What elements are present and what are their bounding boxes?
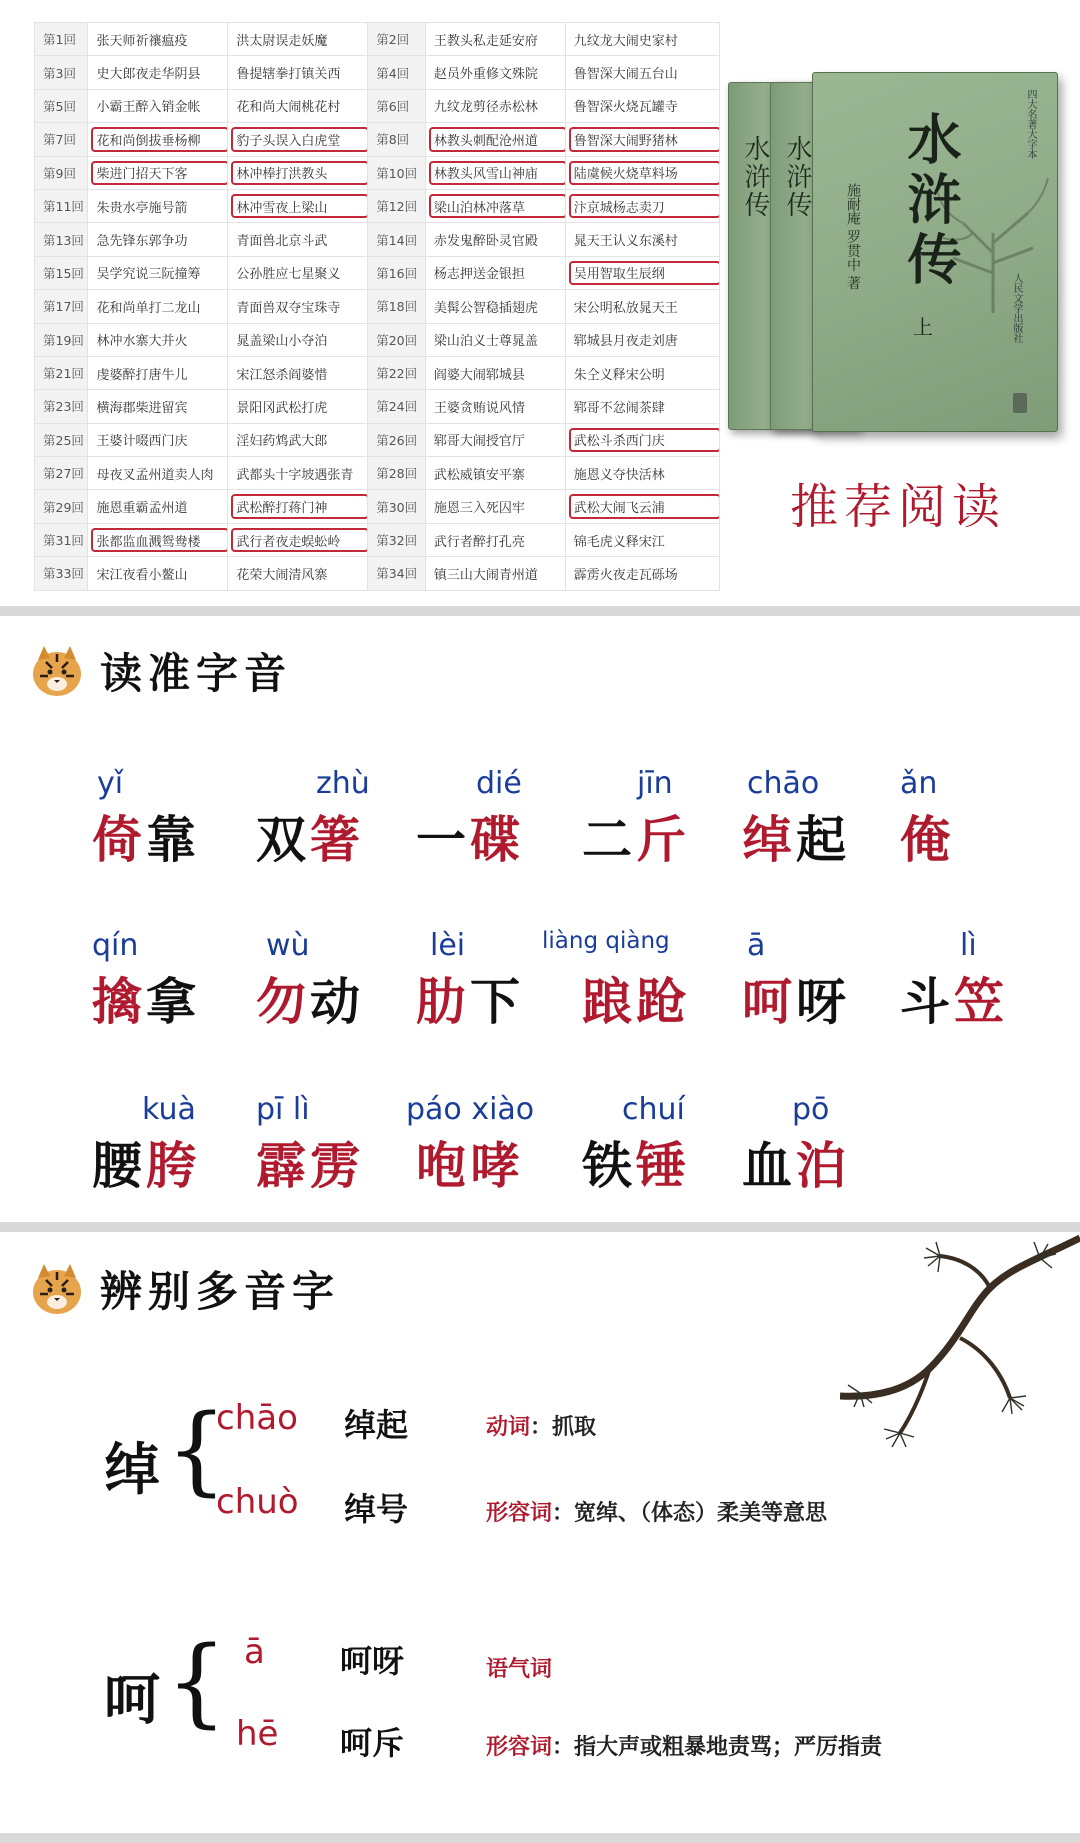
reading-pinyin: chuò — [216, 1482, 299, 1522]
section-title: 辨别多音字 — [100, 1267, 341, 1316]
chapter-title: 宋江夜看小鳌山 — [88, 557, 228, 590]
pinyin-label: dié — [476, 766, 522, 801]
pinyin-label: ǎn — [900, 766, 938, 801]
target-char: 哮 — [470, 1136, 524, 1195]
chapter-title: 花和尚大闹桃花村 — [228, 89, 368, 122]
chapter-number: 第28回 — [368, 457, 426, 490]
chapter-title: 美髯公智稳插翅虎 — [425, 290, 565, 323]
target-char: 雳 — [310, 1136, 364, 1195]
chapter-number: 第30回 — [368, 490, 426, 523]
chapter-row — [35, 423, 720, 456]
target-char: 胯 — [146, 1136, 200, 1195]
context-char: 下 — [470, 972, 524, 1031]
chapter-title: 武松大闹飞云浦 — [565, 490, 719, 523]
polyphonic-char: 呵 — [104, 1667, 160, 1733]
chapter-title: 小霸王醉入销金帐 — [88, 89, 228, 122]
chapter-number: 第5回 — [35, 89, 88, 122]
book-series: 四大名著大字本 — [1025, 89, 1036, 159]
chapter-row — [35, 223, 720, 256]
chapter-title: 横海郡柴进留宾 — [88, 390, 228, 423]
chapter-title: 虔婆醉打唐牛儿 — [88, 356, 228, 389]
chapter-row — [35, 189, 720, 222]
book-publisher: 人民文学出版社 — [1011, 273, 1022, 343]
chapter-row — [35, 323, 720, 356]
target-char: 霹 — [256, 1136, 310, 1195]
target-char: 泊 — [796, 1136, 850, 1195]
context-char: 二 — [582, 810, 636, 869]
vocab-word — [92, 800, 200, 872]
chapter-title: 武行者夜走蜈蚣岭 — [228, 523, 368, 556]
chapter-title: 阎婆大闹郓城县 — [425, 356, 565, 389]
chapter-title: 郓哥不忿闹茶肆 — [565, 390, 719, 423]
chapter-row — [35, 89, 720, 122]
chapter-title: 梁山泊林冲落草 — [425, 189, 565, 222]
pinyin-label: liàng qiàng — [542, 928, 670, 954]
chapter-number: 第29回 — [35, 490, 88, 523]
chapter-title: 九纹龙大闹史家村 — [565, 23, 719, 56]
pinyin-label: yǐ — [97, 766, 124, 801]
chapter-title: 洪太尉误走妖魔 — [228, 23, 368, 56]
chapter-number: 第8回 — [368, 123, 426, 156]
target-char: 咆 — [416, 1136, 470, 1195]
vocab-word — [742, 962, 850, 1034]
brace-icon: { — [166, 1626, 228, 1738]
vocab-word — [416, 962, 524, 1034]
section-header-pronunciation — [26, 640, 292, 702]
brace-icon: { — [166, 1394, 228, 1506]
pinyin-label: lì — [960, 928, 977, 963]
reading-definition: 动词：抓取 — [486, 1414, 597, 1440]
target-char: 锤 — [636, 1136, 690, 1195]
chapter-list-section — [0, 0, 1080, 606]
chapter-title: 九纹龙剪径赤松林 — [425, 89, 565, 122]
chapter-title: 朱仝义释宋公明 — [565, 356, 719, 389]
book-volume: 上 — [913, 315, 933, 339]
chapter-title: 林冲棒打洪教头 — [228, 156, 368, 189]
chapter-number: 第26回 — [368, 423, 426, 456]
pinyin-label: zhù — [316, 766, 370, 801]
chapter-title: 吴用智取生辰纲 — [565, 256, 719, 289]
pinyin-label: pō — [792, 1092, 830, 1127]
example-word: 呵斥 — [340, 1724, 405, 1762]
chapter-title: 郓城县月夜走刘唐 — [565, 323, 719, 356]
book-cover-image — [728, 72, 1080, 452]
vocab-word — [92, 962, 200, 1034]
vocab-word — [256, 1126, 364, 1198]
reading-pinyin: chāo — [216, 1398, 298, 1438]
chapter-number: 第33回 — [35, 557, 88, 590]
pinyin-label: lèi — [430, 928, 466, 963]
context-char: 起 — [796, 810, 850, 869]
recommend-reading-label: 推荐阅读 — [790, 479, 1007, 535]
pinyin-label: kuà — [142, 1092, 196, 1127]
chapter-title: 王教头私走延安府 — [425, 23, 565, 56]
chapter-number: 第20回 — [368, 323, 426, 356]
chapter-title: 武松斗杀西门庆 — [565, 423, 719, 456]
chapter-row — [35, 390, 720, 423]
pine-branch-illustration — [840, 1228, 1080, 1458]
example-word: 呵呀 — [340, 1642, 405, 1680]
target-char: 踉 — [582, 972, 636, 1031]
chapter-title: 王婆计啜西门庆 — [88, 423, 228, 456]
target-char: 斤 — [636, 810, 690, 869]
section-title: 读准字音 — [100, 649, 293, 698]
reading-definition: 语气词 — [486, 1656, 553, 1682]
example-word: 绰号 — [344, 1490, 409, 1528]
context-char: 拿 — [146, 972, 200, 1031]
chapter-number: 第23回 — [35, 390, 88, 423]
chapter-title: 霹雳火夜走瓦砾场 — [565, 557, 719, 590]
target-char: 勿 — [256, 972, 310, 1031]
chapter-title: 梁山泊义士尊晁盖 — [425, 323, 565, 356]
vocab-word — [582, 962, 690, 1034]
chapter-number: 第14回 — [368, 223, 426, 256]
chapter-title: 施恩重霸孟州道 — [88, 490, 228, 523]
publisher-seal — [1013, 393, 1027, 413]
chapter-title: 施恩义夺快活林 — [565, 457, 719, 490]
chapter-title: 郓哥大闹授官厅 — [425, 423, 565, 456]
chapter-row — [35, 557, 720, 590]
vocab-word — [256, 962, 364, 1034]
tiger-icon — [26, 1258, 88, 1320]
vocab-word — [742, 1126, 850, 1198]
chapter-title: 锦毛虎义释宋江 — [565, 523, 719, 556]
chapter-number: 第16回 — [368, 256, 426, 289]
vocab-word — [416, 1126, 524, 1198]
chapter-title: 武松醉打蒋门神 — [228, 490, 368, 523]
chapter-title: 晁盖梁山小夺泊 — [228, 323, 368, 356]
chapter-title: 汴京城杨志卖刀 — [565, 189, 719, 222]
chapter-title: 鲁智深火烧瓦罐寺 — [565, 89, 719, 122]
chapter-row — [35, 523, 720, 556]
section-divider — [0, 606, 1080, 616]
chapter-title: 林冲雪夜上梁山 — [228, 189, 368, 222]
chapter-title: 花和尚倒拔垂杨柳 — [88, 123, 228, 156]
chapter-title: 朱贵水亭施号箭 — [88, 189, 228, 222]
chapter-title: 张都监血溅鸳鸯楼 — [88, 523, 228, 556]
pinyin-label: chāo — [747, 766, 820, 801]
chapter-title: 鲁智深大闹野猪林 — [565, 123, 719, 156]
chapter-title: 武行者醉打孔亮 — [425, 523, 565, 556]
chapter-title: 青面兽双夺宝珠寺 — [228, 290, 368, 323]
chapter-title: 青面兽北京斗武 — [228, 223, 368, 256]
context-char: 血 — [742, 1136, 796, 1195]
chapter-title: 林教头刺配沧州道 — [425, 123, 565, 156]
polyphonic-char: 绰 — [104, 1437, 160, 1503]
pinyin-label: chuí — [622, 1092, 685, 1127]
book-spine-1: 水浒传 — [728, 82, 818, 430]
chapter-number: 第18回 — [368, 290, 426, 323]
chapter-title: 淫妇药鸩武大郎 — [228, 423, 368, 456]
chapter-title: 鲁提辖拳打镇关西 — [228, 56, 368, 89]
book-author: 施耐庵 罗贯中 著 — [845, 183, 861, 290]
chapter-row — [35, 156, 720, 189]
chapter-title: 宋江怒杀阎婆惜 — [228, 356, 368, 389]
context-char: 靠 — [146, 810, 200, 869]
chapter-row — [35, 256, 720, 289]
book-title: 水浒传 — [899, 111, 963, 291]
chapter-title: 林冲水寨大并火 — [88, 323, 228, 356]
chapter-number: 第24回 — [368, 390, 426, 423]
chapter-number: 第25回 — [35, 423, 88, 456]
target-char: 呵 — [742, 972, 796, 1031]
chapter-title: 王婆贪贿说风情 — [425, 390, 565, 423]
chapter-number: 第17回 — [35, 290, 88, 323]
chapter-number: 第34回 — [368, 557, 426, 590]
chapter-title: 公孙胜应七星聚义 — [228, 256, 368, 289]
chapter-title: 晁天王认义东溪村 — [565, 223, 719, 256]
target-char: 擒 — [92, 972, 146, 1031]
chapter-title: 景阳冈武松打虎 — [228, 390, 368, 423]
chapter-number: 第12回 — [368, 189, 426, 222]
pinyin-label: jīn — [637, 766, 673, 801]
target-char: 俺 — [900, 810, 954, 869]
pinyin-label: pī lì — [256, 1092, 310, 1127]
example-word: 绰起 — [344, 1406, 409, 1444]
chapter-title: 赤发鬼醉卧灵官殿 — [425, 223, 565, 256]
reading-definition: 形容词：宽绰、（体态）柔美等意思 — [486, 1500, 828, 1526]
vocab-word — [256, 800, 364, 872]
context-char: 一 — [416, 810, 470, 869]
target-char: 笠 — [954, 972, 1008, 1031]
chapter-number: 第10回 — [368, 156, 426, 189]
chapter-number: 第19回 — [35, 323, 88, 356]
chapter-title: 母夜叉孟州道卖人肉 — [88, 457, 228, 490]
chapter-title: 鲁智深大闹五台山 — [565, 56, 719, 89]
pinyin-label: ā — [747, 928, 766, 963]
reading-pinyin: ā — [244, 1632, 265, 1672]
chapter-title: 张天师祈禳瘟疫 — [88, 23, 228, 56]
chapter-row — [35, 290, 720, 323]
chapter-number: 第6回 — [368, 89, 426, 122]
context-char: 动 — [310, 972, 364, 1031]
vocab-word — [900, 800, 954, 872]
chapter-title: 豹子头误入白虎堂 — [228, 123, 368, 156]
target-char: 箸 — [310, 810, 364, 869]
chapter-title: 吴学究说三阮撞筹 — [88, 256, 228, 289]
book-front-cover — [812, 72, 1058, 432]
section-header-polyphonic — [26, 1258, 340, 1320]
tiger-icon — [26, 640, 88, 702]
chapter-number: 第22回 — [368, 356, 426, 389]
chapter-row — [35, 123, 720, 156]
chapter-number: 第2回 — [368, 23, 426, 56]
chapter-title: 花荣大闹清风寨 — [228, 557, 368, 590]
target-char: 碟 — [470, 810, 524, 869]
chapter-title: 施恩三入死囚牢 — [425, 490, 565, 523]
target-char: 倚 — [92, 810, 146, 869]
chapter-title: 宋公明私放晁天王 — [565, 290, 719, 323]
chapter-title: 陆虞候火烧草料场 — [565, 156, 719, 189]
chapter-number: 第21回 — [35, 356, 88, 389]
chapter-number: 第31回 — [35, 523, 88, 556]
target-char: 肋 — [416, 972, 470, 1031]
vocab-word — [900, 962, 1008, 1034]
chapter-number: 第15回 — [35, 256, 88, 289]
vocab-word — [742, 800, 850, 872]
chapter-number: 第7回 — [35, 123, 88, 156]
context-char: 腰 — [92, 1136, 146, 1195]
context-char: 双 — [256, 810, 310, 869]
context-char: 斗 — [900, 972, 954, 1031]
section-divider — [0, 1833, 1080, 1843]
chapter-title: 林教头风雪山神庙 — [425, 156, 565, 189]
pinyin-label: wù — [266, 928, 310, 963]
vocab-word — [416, 800, 524, 872]
vocab-word — [582, 800, 690, 872]
chapter-title: 柴进门招天下客 — [88, 156, 228, 189]
context-char: 铁 — [582, 1136, 636, 1195]
chapter-row — [35, 56, 720, 89]
chapter-title: 急先锋东郭争功 — [88, 223, 228, 256]
chapter-title: 杨志押送金银担 — [425, 256, 565, 289]
reading-definition: 形容词：指大声或粗暴地责骂；严厉指责 — [486, 1734, 883, 1760]
vocab-word — [582, 1126, 690, 1198]
chapter-title: 史大郎夜走华阴县 — [88, 56, 228, 89]
chapter-row — [35, 457, 720, 490]
chapter-number: 第9回 — [35, 156, 88, 189]
chapter-number: 第32回 — [368, 523, 426, 556]
chapter-title: 武都头十字坡遇张青 — [228, 457, 368, 490]
chapter-table — [34, 22, 720, 591]
chapter-number: 第3回 — [35, 56, 88, 89]
chapter-row — [35, 490, 720, 523]
chapter-number: 第27回 — [35, 457, 88, 490]
chapter-title: 赵员外重修文殊院 — [425, 56, 565, 89]
chapter-row — [35, 356, 720, 389]
chapter-number: 第1回 — [35, 23, 88, 56]
chapter-number: 第11回 — [35, 189, 88, 222]
target-char: 跄 — [636, 972, 690, 1031]
pinyin-label: qín — [92, 928, 139, 963]
target-char: 绰 — [742, 810, 796, 869]
chapter-row — [35, 23, 720, 56]
chapter-number: 第13回 — [35, 223, 88, 256]
vocab-word — [92, 1126, 200, 1198]
chapter-title: 镇三山大闹青州道 — [425, 557, 565, 590]
reading-pinyin: hē — [236, 1714, 279, 1754]
context-char: 呀 — [796, 972, 850, 1031]
chapter-title: 武松威镇安平寨 — [425, 457, 565, 490]
chapter-number: 第4回 — [368, 56, 426, 89]
pinyin-label: páo xiào — [406, 1092, 535, 1127]
chapter-title: 花和尚单打二龙山 — [88, 290, 228, 323]
book-spine-2: 水浒传 — [770, 82, 860, 430]
